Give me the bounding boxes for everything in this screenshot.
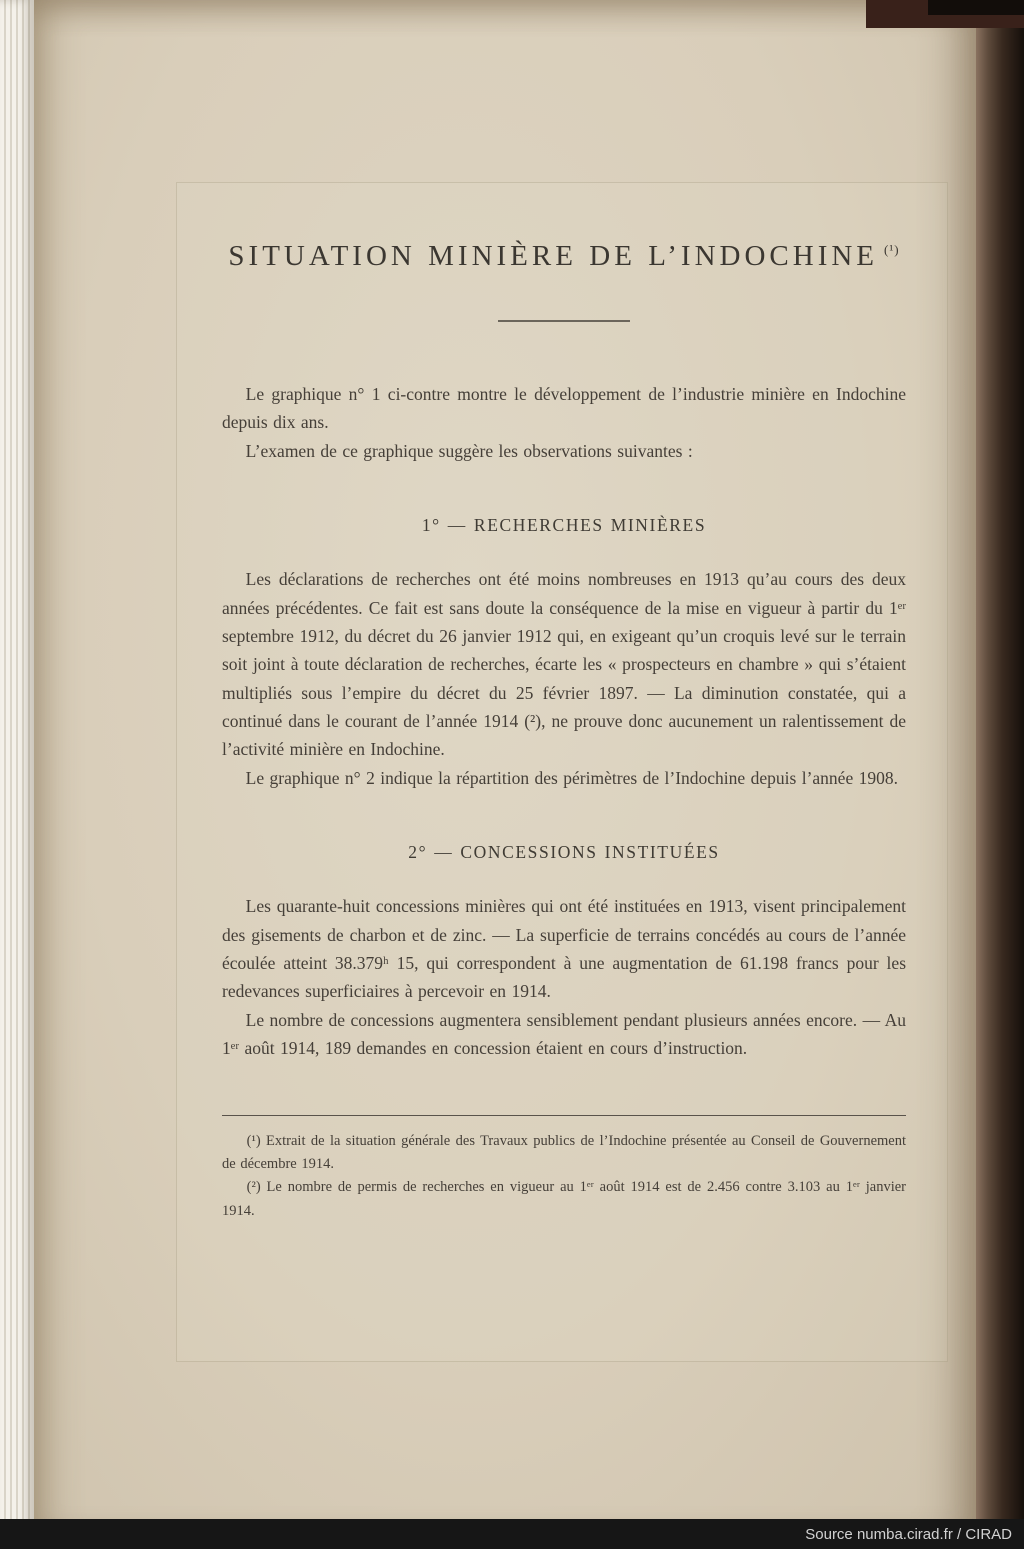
body-paragraph: Les quarante-huit concessions minières qui ont été instituées en 1913, visent principalement des gisements de charbon et de zinc. — La superficie de terrains concédés au cours de l’année écoulée atteint 38.379ʰ 15, qui correspondent à une augmentation de 61.198 francs pour les redevances superficiaires à percevoir en 1914.: [222, 896, 906, 1002]
page-content: [34, 0, 976, 1223]
body-paragraph: Le graphique n° 2 indique la répartition des périmètres de l’Indochine depuis l’année 1908.: [245, 767, 899, 788]
footnote: (²) Le nombre de permis de recherches en vigueur au 1ᵉʳ août 1914 est de 2.456 contre 3.103 au 1ᵉʳ janvier 1914.: [222, 1179, 906, 1219]
section-heading-recherches: 1° — RECHERCHES MINIÈRES: [421, 515, 707, 535]
source-attribution-text: Source numba.cirad.fr / CIRAD: [805, 1525, 1012, 1543]
page-title-text: SITUATION MINIÈRE DE L’INDOCHINE: [228, 240, 879, 272]
body-paragraph: Les déclarations de recherches ont été moins nombreuses en 1913 qu’au cours des deux années précédentes. Ce fait est sans doute la conséquence de la mise en vigueur à partir du 1ᵉʳ septembre 1912, du décret du 26 janvier 1912 qui, en exigeant qu’un croquis levé sur le terrain soit joint à toute déclaration de recherches, écarte les « prospecteurs en chambre » qui s’étaient multipliés sous l’empire du décret du 25 février 1897. — La diminution constatée, qui a continué dans le courant de l’année 1914 (²), ne prouve donc aucunement un ralentissement de l’activité minière en Indochine.: [222, 569, 906, 760]
book-binding: [976, 0, 1024, 1549]
source-attribution-bar: [0, 1519, 1024, 1549]
title-footnote-ref: (¹): [884, 242, 900, 258]
footnote-divider: [222, 1115, 906, 1116]
footnote: (¹) Extrait de la situation générale des Travaux publics de l’Indochine présentée au Conseil de Gouvernement de décembre 1914.: [222, 1132, 906, 1172]
section-heading-concessions: 2° — CONCESSIONS INSTITUÉES: [408, 842, 720, 863]
book-spine-top-dark: [928, 0, 1024, 15]
paper-page: [34, 0, 976, 1549]
page-title: [222, 233, 906, 280]
intro-paragraph: Le graphique n° 1 ci-contre montre le développement de l’industrie minière en Indochine depuis dix ans.: [222, 383, 906, 433]
title-divider: [498, 320, 630, 322]
footnotes-block: [222, 1130, 906, 1224]
book-page-edges: [0, 0, 34, 1549]
intro-block: [222, 380, 906, 465]
body-paragraph: Le nombre de concessions augmentera sensiblement pendant plusieurs années encore. — Au 1ᵉʳ août 1914, 189 demandes en concession étaient en cours d’instruction.: [222, 1009, 906, 1059]
intro-paragraph: L’examen de ce graphique suggère les observations suivantes :: [245, 440, 693, 461]
